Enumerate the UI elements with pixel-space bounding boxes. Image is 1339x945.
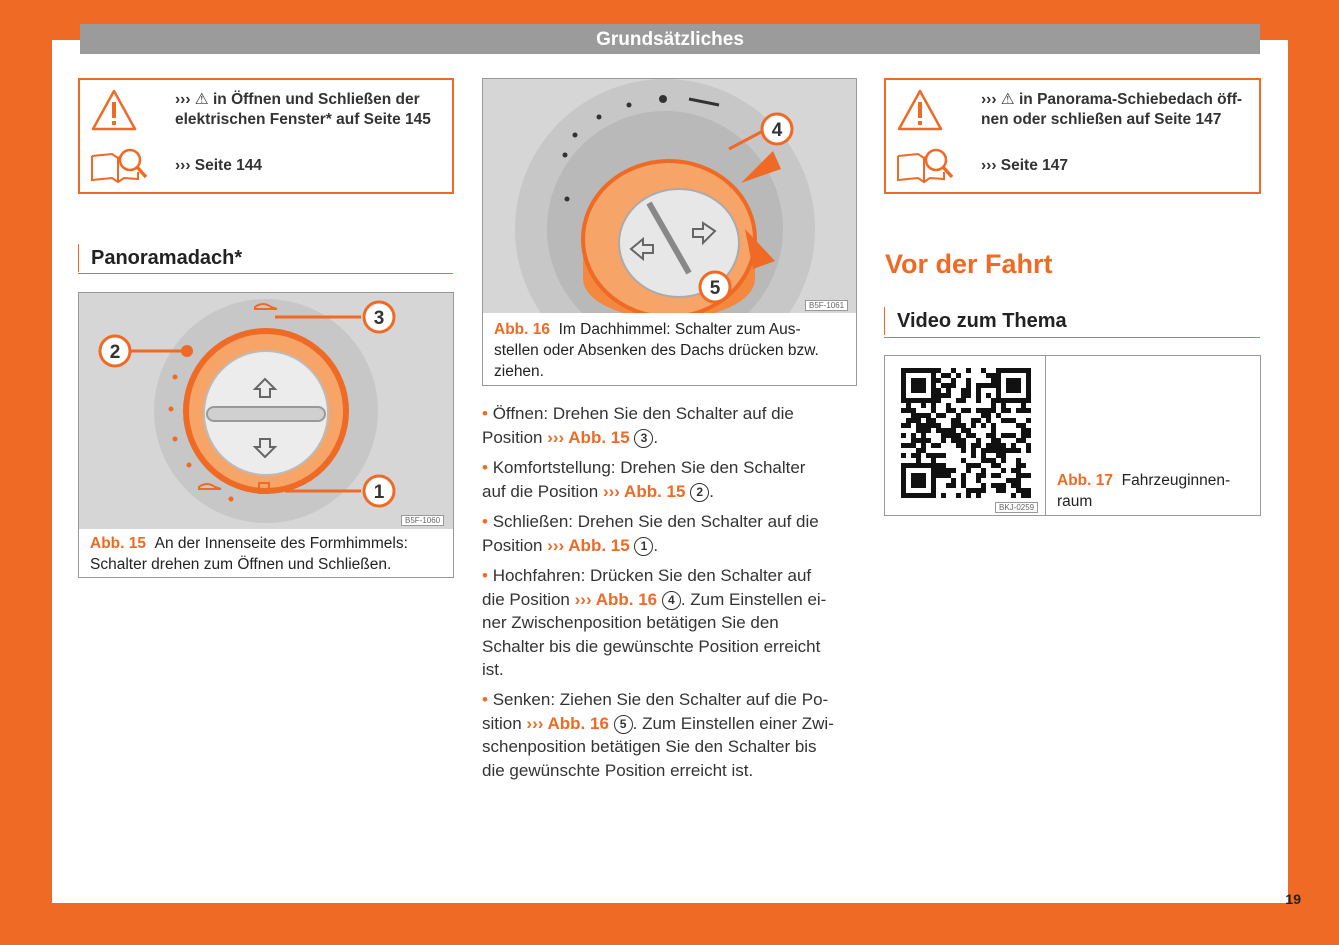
bullet-dot: • (482, 404, 488, 423)
bullet-oeffnen: • Öffnen: Drehen Sie den Schalter auf die Position ››› Abb. 15 3 . (482, 404, 794, 447)
manual-search-icon (896, 146, 954, 184)
warning-text-line2: nen oder schließen auf Seite 147 (981, 111, 1222, 128)
warning-text-line1: ››› ⚠ in Öffnen und Schließen der (175, 91, 420, 108)
figure-label: Abb. 15 (90, 535, 146, 552)
figure-ref-link[interactable]: ››› Abb. 16 (526, 713, 609, 733)
warning-text-line1: ››› ⚠ in Panorama-Schiebedach öff- (981, 91, 1243, 108)
figure-15-caption-line2: Schalter drehen zum Öffnen und Schließen. (90, 556, 392, 573)
chapter-title: Vor der Fahrt (885, 249, 1053, 279)
figure-16-caption-line3: ziehen. (494, 363, 544, 380)
section-title-panoramadach: Panoramadach* (78, 244, 242, 272)
figure-17 (884, 355, 1261, 516)
figure-code: B5F-1060 (401, 515, 444, 526)
figure-code: B5F-1061 (805, 300, 848, 311)
callout-1: 1 (373, 482, 385, 503)
figure-15-caption-line1: Abb. 15 An der Innenseite des Formhimmels: (90, 535, 408, 552)
bullet-senken: • Senken: Ziehen Sie den Schalter auf die Po- sition ››› Abb. 16 5 . Zum Einstellen einer Zwi- schenposition betätigen Sie den Schalter bis die gewünschte Position erreicht ist. (482, 690, 834, 780)
warning-icon (896, 88, 944, 132)
position-callout: 2 (690, 483, 709, 502)
bullet-dot: • (482, 512, 488, 531)
section-underline (78, 273, 453, 274)
callout-3: 3 (373, 308, 385, 329)
page-number: 19 (1285, 891, 1301, 907)
page-reference[interactable]: ››› Seite 147 (981, 157, 1069, 174)
figure-label: Abb. 17 (1057, 472, 1113, 489)
bullet-dot: • (482, 458, 488, 477)
figure-15 (78, 292, 454, 578)
position-callout: 1 (634, 537, 653, 556)
bullet-dot: • (482, 566, 488, 585)
bullet-komfort: • Komfortstellung: Drehen Sie den Schalter auf die Position ››› Abb. 15 2 . (482, 458, 806, 501)
callout-4: 4 (771, 120, 783, 141)
warning-icon (90, 88, 138, 132)
bullet-schliessen: • Schließen: Drehen Sie den Schalter auf die Position ››› Abb. 15 1 . (482, 512, 819, 555)
qr-code-panel[interactable] (885, 356, 1046, 515)
callout-2: 2 (109, 342, 121, 363)
section-underline (884, 337, 1260, 338)
page-reference[interactable]: ››› Seite 144 (175, 157, 263, 174)
warning-box-right (884, 78, 1261, 194)
figure-code: BKJ-0259 (995, 502, 1038, 513)
warning-text-line2: elektrischen Fenster* auf Seite 145 (175, 111, 431, 128)
bullet-hochfahren: • Hochfahren: Drücken Sie den Schalter auf die Position ››› Abb. 16 4 . Zum Einstellen ei- ner Zwischenposition betätigen Sie den Schalter bis die gewünschte Position erreicht ist. (482, 566, 827, 679)
manual-search-icon (90, 146, 148, 184)
figure-ref-link[interactable]: ››› Abb. 15 (547, 535, 630, 555)
position-callout: 3 (634, 429, 653, 448)
figure-17-caption-line1: Abb. 17 Fahrzeuginnen- (1057, 472, 1231, 489)
figure-ref-link[interactable]: ››› Abb. 16 (574, 589, 658, 609)
figure-17-caption-line2: raum (1057, 493, 1093, 510)
position-callout: 5 (614, 715, 633, 734)
figure-15-illustration (79, 293, 453, 529)
callout-5: 5 (709, 278, 721, 299)
figure-16-caption-line2: stellen oder Absenken des Dachs drücken bzw. (494, 342, 819, 359)
page-header: Grundsätzliches (80, 24, 1260, 54)
section-title-video: Video zum Thema (884, 307, 1067, 335)
warning-box-left (78, 78, 454, 194)
qr-code-icon[interactable] (901, 368, 1031, 498)
figure-16-illustration (483, 79, 856, 313)
figure-16-caption-line1: Abb. 16 Im Dachhimmel: Schalter zum Aus- (494, 321, 801, 338)
figure-label: Abb. 16 (494, 321, 550, 338)
figure-ref-link[interactable]: ››› Abb. 15 (547, 427, 630, 447)
bullet-dot: • (482, 690, 488, 709)
figure-ref-link[interactable]: ››› Abb. 15 (602, 481, 686, 501)
figure-16 (482, 78, 857, 386)
position-callout: 4 (662, 591, 681, 610)
